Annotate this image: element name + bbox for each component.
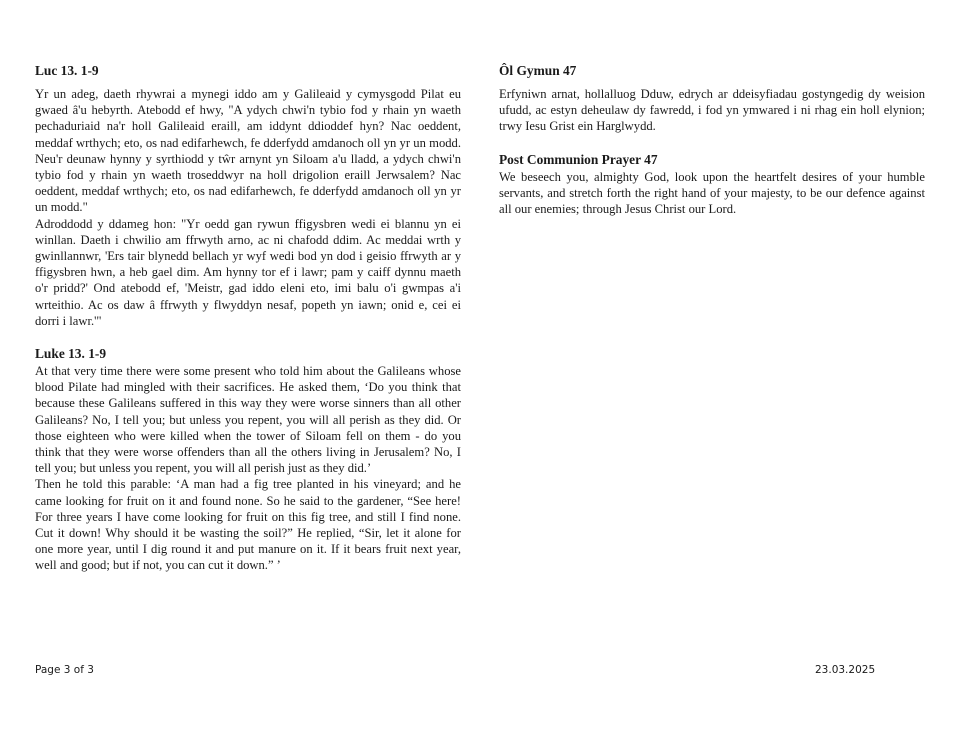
welsh-reading-paragraph-2: Adroddodd y ddameg hon: "Yr oedd gan rywun ffigysbren wedi ei blannu yn ei winllan. Daeth i chwilio am ffrwyth arno, ac ni chafodd ddim. Ac meddai wrth y gwinllannwr, 'Ers tair blynedd bellach yr wyf wedi bod yn dod i geisio ffrwyth ar y ffigysbren hwn, a heb gael dim. Am hynny tor ef i lawr; pam y caiff dynnu maeth o'r pridd?' Ond atebodd ef, 'Meistr, gad iddo eleni eto, imi balu o'i gwmpas a'i wrteithio. Ac os daw â ffrwyth y flwyddyn nesaf, popeth yn iawn; onid e, cei ei dorri i lawr.'"	[35, 216, 461, 328]
welsh-reading-paragraph-1: Yr un adeg, daeth rhywrai a mynegi iddo am y Galileaid y cymysgodd Pilat eu gwaed â'u hebyrth. Atebodd ef hwy, "A ydych chwi'n tybio fod y rhain yn waeth pechaduriaid na'r holl Galileaid eraill, am iddynt ddioddef hyn? Nac oeddent, meddaf wrthych; eto, os nad edifarhewch, fe dderfydd amdanoch oll yn yr un modd. Neu'r deunaw hynny y syrthiodd y tŵr arnynt yn Siloam a'u lladd, a ydych chwi'n tybio fod y rhain yn waeth troseddwyr na holl drigolion eraill Jerwsalem? Nac oeddent, meddaf wrthych; eto, os nad edifarhewch, fe dderfydd amdanoch oll yn yr un modd."	[35, 87, 461, 215]
document-date: 23.03.2025	[815, 664, 876, 676]
welsh-post-communion	[499, 62, 925, 135]
welsh-gospel-reading	[35, 62, 461, 329]
english-post-communion	[499, 151, 925, 218]
page-number: Page 3 of 3	[35, 664, 94, 676]
english-prayer-text: We beseech you, almighty God, look upon the heartfelt desires of your humble servants, and stretch forth the right hand of your majesty, to be our defence against all our enemies; through Jesus Christ our Lord.	[499, 169, 925, 217]
welsh-prayer-heading: Ôl Gymun 47	[499, 63, 577, 78]
english-reading-paragraph-2: Then he told this parable: ‘A man had a fig tree planted in his vineyard; and he came looking for fruit on it and found none. So he said to the gardener, “See here! For three years I have come looking for fruit on this fig tree, and still I find none. Cut it down! Why should it be wasting the soil?” He replied, “Sir, let it alone for one more year, until I dig round it and put manure on it. If it bears fruit next year, well and good; but if not, you can cut it down.” ’	[35, 477, 461, 573]
english-reading-heading: Luke 13. 1-9	[35, 346, 107, 362]
english-reading-paragraph-1: At that very time there were some present who told him about the Galileans whose blood Pilate had mingled with their sacrifices. He asked them, ‘Do you think that because these Galileans suffered in this way they were worse sinners than all other Galileans? No, I tell you; but unless you repent, you will all perish as they did. Or those eighteen who were killed when the tower of Siloam fell on them - do you think that they were worse offenders than all the others living in Jerusalem? No, I tell you; but unless you repent, you will all perish just as they did.’	[35, 364, 461, 476]
right-column	[499, 62, 925, 217]
english-gospel-reading	[35, 345, 461, 574]
welsh-prayer-text: Erfyniwn arnat, hollalluog Dduw, edrych ar ddeisyfiadau gostyngedig dy weision ufudd, ac estyn deheulaw dy fawredd, i fod yn ymwared i ni rhag ein holl elynion; trwy Iesu Grist ein Harglwydd.	[499, 87, 925, 134]
left-column	[35, 62, 461, 574]
welsh-reading-heading: Luc 13. 1-9	[35, 63, 99, 78]
english-prayer-heading: Post Communion Prayer 47	[499, 151, 658, 167]
